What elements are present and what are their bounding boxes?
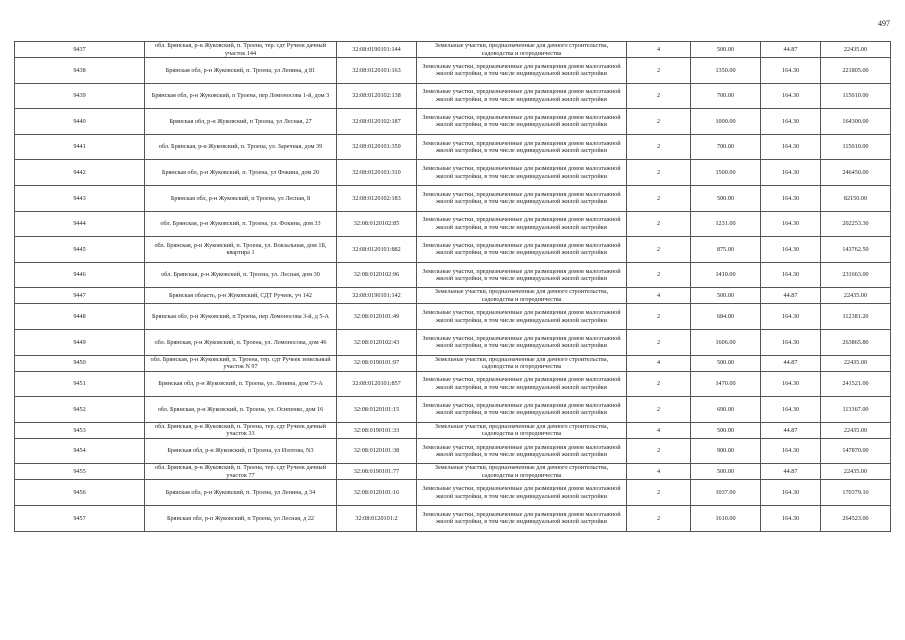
address-cell: Брянская обл, р-н Жуковский, п Троена, ул Лесная, д 22	[145, 505, 337, 531]
total-value-cell: 113367.00	[821, 397, 891, 423]
address-cell: обл. Брянская, р-н Жуковский, п. Троена, тер. сдт Ручеек дачный участок 77	[145, 464, 337, 480]
land-use-cell: Земельные участки, предназначенные для размещения домов малоэтажной жилой застройки, в том числе индивидуальной жилой застройки	[417, 160, 627, 186]
table-row	[15, 505, 891, 531]
address-cell: Брянская обл, р-н Жуковский, п Троена, ул Лесная, 8	[145, 185, 337, 211]
row-number: 9440	[15, 109, 145, 135]
rate-cell: 44.87	[761, 355, 821, 371]
row-number: 9437	[15, 42, 145, 58]
area-cell: 500.00	[691, 288, 761, 304]
rate-cell: 164.30	[761, 160, 821, 186]
address-cell: обл. Брянская, р-н Жуковский, п. Троена, ул. Осипенко, дом 16	[145, 397, 337, 423]
total-value-cell: 221805.00	[821, 58, 891, 84]
cadastral-number-cell: 32:08:0120101:2	[337, 505, 417, 531]
row-number: 9439	[15, 83, 145, 109]
total-value-cell: 143762.50	[821, 237, 891, 263]
rate-cell: 164.30	[761, 505, 821, 531]
address-cell: Брянская обл, р-н Жуковский, п Троена, ул Изотова, N3	[145, 438, 337, 464]
category-cell: 2	[627, 329, 691, 355]
category-cell: 4	[627, 422, 691, 438]
row-number: 9455	[15, 464, 145, 480]
cadastral-number-cell: 32:08:0120101:15	[337, 397, 417, 423]
land-use-cell: Земельные участки, предназначенные для размещения домов малоэтажной жилой застройки, в том числе индивидуальной жилой застройки	[417, 211, 627, 237]
rate-cell: 44.87	[761, 464, 821, 480]
total-value-cell: 147870.00	[821, 438, 891, 464]
address-cell: обл. Брянская, р-н Жуковский, п. Троена, тер. сдт Ручеек земельный участок N 97	[145, 355, 337, 371]
cadastral-number-cell: 32:08:0120101:310	[337, 160, 417, 186]
row-number: 9444	[15, 211, 145, 237]
cadastral-number-cell: 32:08:0120101:16	[337, 480, 417, 506]
table-row	[15, 422, 891, 438]
address-cell: обл. Брянская, р-н Жуковский, п. Троена, тер. сдт Ручеек дачный участок 144	[145, 42, 337, 58]
land-use-cell: Земельные участки, предназначенные для размещения домов малоэтажной жилой застройки, в том числе индивидуальной жилой застройки	[417, 58, 627, 84]
address-cell: Брянская обл, р-н Жуковский, п. Троена, ул Ленина, д 34	[145, 480, 337, 506]
table-row	[15, 83, 891, 109]
rate-cell: 164.30	[761, 329, 821, 355]
row-number: 9453	[15, 422, 145, 438]
area-cell: 900.00	[691, 438, 761, 464]
table-row	[15, 371, 891, 397]
land-use-cell: Земельные участки, предназначенные для размещения домов малоэтажной жилой застройки, в том числе индивидуальной жилой застройки	[417, 329, 627, 355]
table-row	[15, 355, 891, 371]
land-use-cell: Земельные участки, предназначенные для дачного строительства, садоводства и огородничества	[417, 288, 627, 304]
total-value-cell: 231663.00	[821, 262, 891, 288]
address-cell: обл. Брянская, р-н Жуковский, п. Троена, ул. Вокзальная, дом 1Б, квартира 1	[145, 237, 337, 263]
cadastral-number-cell: 32:08:0120102:43	[337, 329, 417, 355]
cadastral-number-cell: 32:08:0190101:97	[337, 355, 417, 371]
address-cell: Брянская обл, р-н Жуковский, п Троена, пер Ломоносова 3-й, д 5-А	[145, 304, 337, 330]
area-cell: 1606.00	[691, 329, 761, 355]
land-use-cell: Земельные участки, предназначенные для размещения домов малоэтажной жилой застройки, в том числе индивидуальной жилой застройки	[417, 134, 627, 160]
page-number: 497	[878, 19, 890, 28]
row-number: 9446	[15, 262, 145, 288]
row-number: 9449	[15, 329, 145, 355]
address-cell: обл. Брянская, р-н Жуковский, п. Троена, ул. Ломоносова, дом 46	[145, 329, 337, 355]
rate-cell: 164.30	[761, 262, 821, 288]
table-row	[15, 480, 891, 506]
table-row	[15, 237, 891, 263]
cadastral-number-cell: 32:08:0120102:85	[337, 211, 417, 237]
category-cell: 2	[627, 371, 691, 397]
category-cell: 2	[627, 160, 691, 186]
table-row	[15, 464, 891, 480]
land-use-cell: Земельные участки, предназначенные для дачного строительства, садоводства и огородничества	[417, 355, 627, 371]
cadastral-number-cell: 32:08:0120102:96	[337, 262, 417, 288]
table-row	[15, 185, 891, 211]
address-cell: Брянская обл, р-н Жуковский, п. Троена, ул. Ленина, дом 73-А	[145, 371, 337, 397]
category-cell: 2	[627, 83, 691, 109]
land-use-cell: Земельные участки, предназначенные для дачного строительства, садоводства и огородничества	[417, 42, 627, 58]
land-use-cell: Земельные участки, предназначенные для размещения домов малоэтажной жилой застройки, в том числе индивидуальной жилой застройки	[417, 397, 627, 423]
land-use-cell: Земельные участки, предназначенные для размещения домов малоэтажной жилой застройки, в том числе индивидуальной жилой застройки	[417, 262, 627, 288]
area-cell: 1037.00	[691, 480, 761, 506]
area-cell: 1231.00	[691, 211, 761, 237]
area-cell: 1350.00	[691, 58, 761, 84]
table-row	[15, 42, 891, 58]
total-value-cell: 246450.00	[821, 160, 891, 186]
total-value-cell: 112381.20	[821, 304, 891, 330]
category-cell: 2	[627, 185, 691, 211]
total-value-cell: 22435.00	[821, 288, 891, 304]
address-cell: Брянская обл, р-н Жуковский, п Троена, ул Лесная, 27	[145, 109, 337, 135]
category-cell: 4	[627, 464, 691, 480]
row-number: 9441	[15, 134, 145, 160]
cadastral-number-cell: 32:08:0120101:882	[337, 237, 417, 263]
rate-cell: 164.30	[761, 109, 821, 135]
registry-body	[15, 42, 891, 532]
area-cell: 700.00	[691, 83, 761, 109]
row-number: 9442	[15, 160, 145, 186]
area-cell: 500.00	[691, 42, 761, 58]
address-cell: Брянская обл, р-н Жуковский, п. Троена, ул Ленина, д 81	[145, 58, 337, 84]
address-cell: Брянская область, р-н Жуковский, СДТ Ручеек, уч 142	[145, 288, 337, 304]
total-value-cell: 22435.00	[821, 355, 891, 371]
area-cell: 875.00	[691, 237, 761, 263]
category-cell: 4	[627, 42, 691, 58]
total-value-cell: 164300.00	[821, 109, 891, 135]
cadastral-number-cell: 32:08:0120102:183	[337, 185, 417, 211]
address-cell: обл. Брянская, р-н Жуковский, п. Троена, ул. Фокина, дом 33	[145, 211, 337, 237]
area-cell: 500.00	[691, 185, 761, 211]
table-row	[15, 58, 891, 84]
total-value-cell: 202253.30	[821, 211, 891, 237]
land-use-cell: Земельные участки, предназначенные для размещения домов малоэтажной жилой застройки, в том числе индивидуальной жилой застройки	[417, 438, 627, 464]
area-cell: 690.00	[691, 397, 761, 423]
rate-cell: 164.30	[761, 211, 821, 237]
table-row	[15, 211, 891, 237]
row-number: 9443	[15, 185, 145, 211]
category-cell: 2	[627, 505, 691, 531]
category-cell: 2	[627, 480, 691, 506]
row-number: 9450	[15, 355, 145, 371]
category-cell: 2	[627, 58, 691, 84]
total-value-cell: 22435.00	[821, 464, 891, 480]
total-value-cell: 264523.00	[821, 505, 891, 531]
cadastral-number-cell: 32:08:0120101:49	[337, 304, 417, 330]
rate-cell: 164.30	[761, 304, 821, 330]
total-value-cell: 241521.00	[821, 371, 891, 397]
category-cell: 2	[627, 109, 691, 135]
area-cell: 1470.00	[691, 371, 761, 397]
category-cell: 2	[627, 211, 691, 237]
cadastral-number-cell: 32:08:0120101:163	[337, 58, 417, 84]
cadastral-number-cell: 32:08:0120102:138	[337, 83, 417, 109]
category-cell: 2	[627, 304, 691, 330]
category-cell: 4	[627, 288, 691, 304]
area-cell: 500.00	[691, 422, 761, 438]
area-cell: 500.00	[691, 464, 761, 480]
cadastral-number-cell: 32:08:0120101:38	[337, 438, 417, 464]
rate-cell: 164.30	[761, 185, 821, 211]
row-number: 9438	[15, 58, 145, 84]
category-cell: 2	[627, 438, 691, 464]
land-use-cell: Земельные участки, предназначенные для дачного строительства, садоводства и огородничества	[417, 464, 627, 480]
land-use-cell: Земельные участки, предназначенные для размещения домов малоэтажной жилой застройки, в том числе индивидуальной жилой застройки	[417, 505, 627, 531]
rate-cell: 164.30	[761, 134, 821, 160]
land-use-cell: Земельные участки, предназначенные для размещения домов малоэтажной жилой застройки, в том числе индивидуальной жилой застройки	[417, 480, 627, 506]
rate-cell: 44.87	[761, 288, 821, 304]
area-cell: 500.00	[691, 355, 761, 371]
area-cell: 1410.00	[691, 262, 761, 288]
total-value-cell: 170379.10	[821, 480, 891, 506]
table-row	[15, 438, 891, 464]
total-value-cell: 263865.80	[821, 329, 891, 355]
land-use-cell: Земельные участки, предназначенные для дачного строительства, садоводства и огородничества	[417, 422, 627, 438]
address-cell: Брянская обл, р-н Жуковский, п Троена, пер Ломоносова 1-й, дом 3	[145, 83, 337, 109]
total-value-cell: 115010.00	[821, 83, 891, 109]
address-cell: обл. Брянская, р-н Жуковский, п. Троена, ул. Заречная, дом 39	[145, 134, 337, 160]
category-cell: 2	[627, 237, 691, 263]
rate-cell: 164.30	[761, 58, 821, 84]
address-cell: Брянская обл, р-н Жуковский, п. Троена, ул Фокина, дом 20	[145, 160, 337, 186]
row-number: 9454	[15, 438, 145, 464]
category-cell: 4	[627, 355, 691, 371]
table-row	[15, 262, 891, 288]
land-use-cell: Земельные участки, предназначенные для размещения домов малоэтажной жилой застройки, в том числе индивидуальной жилой застройки	[417, 371, 627, 397]
rate-cell: 44.87	[761, 42, 821, 58]
total-value-cell: 22435.00	[821, 42, 891, 58]
rate-cell: 164.30	[761, 237, 821, 263]
total-value-cell: 22435.00	[821, 422, 891, 438]
rate-cell: 164.30	[761, 397, 821, 423]
land-registry-table	[14, 41, 891, 532]
row-number: 9445	[15, 237, 145, 263]
cadastral-number-cell: 32:08:0120101:857	[337, 371, 417, 397]
total-value-cell: 115010.00	[821, 134, 891, 160]
area-cell: 1000.00	[691, 109, 761, 135]
cadastral-number-cell: 32:08:0190101:33	[337, 422, 417, 438]
category-cell: 2	[627, 134, 691, 160]
rate-cell: 164.30	[761, 83, 821, 109]
rate-cell: 164.30	[761, 371, 821, 397]
row-number: 9451	[15, 371, 145, 397]
category-cell: 2	[627, 397, 691, 423]
cadastral-number-cell: 32:08:0120101:359	[337, 134, 417, 160]
address-cell: обл. Брянская, р-н Жуковский, п. Троена, тер. сдт Ручеек дачный участок 33	[145, 422, 337, 438]
cadastral-number-cell: 32:08:0190101:144	[337, 42, 417, 58]
address-cell: обл. Брянская, р-н Жуковский, п. Троена, ул. Лесная, дом 30	[145, 262, 337, 288]
land-use-cell: Земельные участки, предназначенные для размещения домов малоэтажной жилой застройки, в том числе индивидуальной жилой застройки	[417, 304, 627, 330]
table-row	[15, 329, 891, 355]
row-number: 9448	[15, 304, 145, 330]
rate-cell: 44.87	[761, 422, 821, 438]
row-number: 9456	[15, 480, 145, 506]
area-cell: 1500.00	[691, 160, 761, 186]
rate-cell: 164.30	[761, 438, 821, 464]
total-value-cell: 82150.00	[821, 185, 891, 211]
area-cell: 684.00	[691, 304, 761, 330]
land-use-cell: Земельные участки, предназначенные для размещения домов малоэтажной жилой застройки, в том числе индивидуальной жилой застройки	[417, 109, 627, 135]
cadastral-number-cell: 32:08:0190101:142	[337, 288, 417, 304]
table-row	[15, 397, 891, 423]
rate-cell: 164.30	[761, 480, 821, 506]
row-number: 9452	[15, 397, 145, 423]
cadastral-number-cell: 32:08:0190101:77	[337, 464, 417, 480]
land-use-cell: Земельные участки, предназначенные для размещения домов малоэтажной жилой застройки, в том числе индивидуальной жилой застройки	[417, 83, 627, 109]
area-cell: 700.00	[691, 134, 761, 160]
land-use-cell: Земельные участки, предназначенные для размещения домов малоэтажной жилой застройки, в том числе индивидуальной жилой застройки	[417, 237, 627, 263]
table-row	[15, 160, 891, 186]
category-cell: 2	[627, 262, 691, 288]
table-row	[15, 304, 891, 330]
cadastral-number-cell: 32:08:0120102:187	[337, 109, 417, 135]
table-row	[15, 109, 891, 135]
row-number: 9457	[15, 505, 145, 531]
table-row	[15, 134, 891, 160]
land-use-cell: Земельные участки, предназначенные для размещения домов малоэтажной жилой застройки, в том числе индивидуальной жилой застройки	[417, 185, 627, 211]
row-number: 9447	[15, 288, 145, 304]
table-row	[15, 288, 891, 304]
area-cell: 1610.00	[691, 505, 761, 531]
